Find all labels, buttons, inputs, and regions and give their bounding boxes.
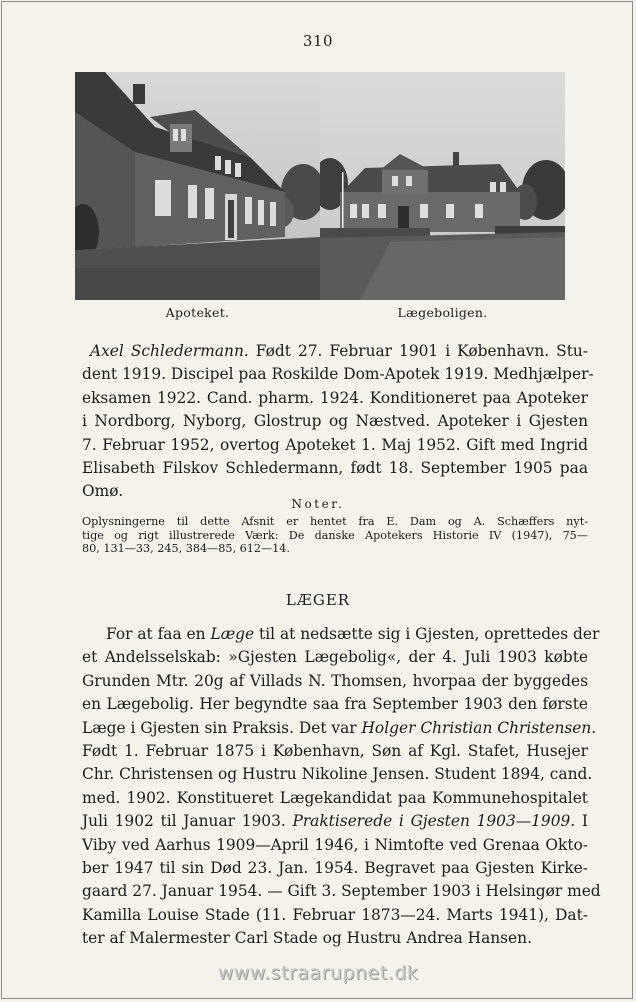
bio-line: 7. Februar 1952, overtog Apoteket 1. Maj 1952. Gift med Ingrid xyxy=(82,435,588,454)
main-line: ter af Malermester Carl Stade og Hustru Andrea Hansen. xyxy=(82,929,532,948)
biography-paragraph xyxy=(82,340,594,504)
main-line: et Andelsselskab: »Gjesten Lægebolig«, der 4. Juli 1903 købte xyxy=(82,648,588,667)
main-line: Kamilla Louise Stade (11. Februar 1873—24. Marts 1941), Dat- xyxy=(82,905,588,924)
main-line: Viby ved Aarhus 1909—April 1946, i Nimtofte ved Grenaa Okto- xyxy=(82,835,588,854)
photo-caption-doctors-residence: Lægeboligen. xyxy=(397,305,488,320)
doctors-residence-image xyxy=(320,72,565,300)
main-line: Chr. Christensen og Hustru Nikoline Jensen. Student 1894, cand. xyxy=(82,765,593,784)
main-line: Juli 1902 til Januar 1903. Praktiserede i Gjesten 1903—1909. I xyxy=(82,812,588,831)
main-line: ber 1947 til sin Død 23. Jan. 1954. Begravet paa Gjesten Kirke- xyxy=(82,859,588,878)
bio-line: dent 1919. Discipel paa Roskilde Dom-Apotek 1919. Medhjælper- xyxy=(82,365,594,384)
notes-text xyxy=(82,515,588,556)
photo-caption-pharmacy: Apoteket. xyxy=(165,305,230,320)
main-line: Læge i Gjesten sin Praksis. Det var Holger Christian Christensen. xyxy=(82,718,597,737)
main-line: en Lægebolig. Her begyndte saa fra September 1903 den første xyxy=(82,695,588,714)
bio-line: eksamen 1922. Cand. pharm. 1924. Konditioneret paa Apoteker xyxy=(82,388,588,407)
bio-line: Omø. xyxy=(82,482,124,501)
bio-line: i Nordborg, Nyborg, Glostrup og Næstved. Apoteker i Gjesten xyxy=(82,412,588,431)
main-line: Født 1. Februar 1875 i København, Søn af Kgl. Stafet, Husejer xyxy=(82,742,588,761)
photo-doctors-residence xyxy=(320,72,565,300)
photo-pharmacy xyxy=(75,72,320,300)
main-line: med. 1902. Konstitueret Lægekandidat paa Kommunehospitalet xyxy=(82,788,588,807)
watermark: www.straarupnet.dk xyxy=(217,962,419,984)
doctors-paragraph xyxy=(82,623,601,951)
page-number: 310 xyxy=(302,32,334,50)
notes-heading: Noter. xyxy=(291,497,345,511)
bio-line: Axel Schledermann. Født 27. Februar 1901 i København. Stu- xyxy=(90,342,588,360)
main-line: gaard 27. Januar 1954. — Gift 3. September 1903 i Helsingør med xyxy=(82,882,601,901)
notes-line: Oplysningerne til dette Afsnit er hentet fra E. Dam og A. Schæffers nyt- xyxy=(82,515,588,528)
notes-line: 80, 131—33, 245, 384—85, 612—14. xyxy=(82,542,290,556)
doctor-name: Holger Christian Christensen. xyxy=(361,718,597,737)
notes-line: tige og rigt illustrerede Værk: De danske Apotekers Historie IV (1947), 75— xyxy=(82,528,588,542)
pharmacy-image xyxy=(75,72,320,300)
bio-line: Elisabeth Filskov Schledermann, født 18. September 1905 paa xyxy=(82,459,588,478)
section-heading: LÆGER xyxy=(285,591,351,609)
person-name: Axel Schledermann. xyxy=(90,342,249,360)
main-line: For at faa en Læge til at nedsætte sig i Gjesten, oprettedes der xyxy=(106,625,600,643)
main-line: Grunden Mtr. 20g af Villads N. Thomsen, hvorpaa der byggedes xyxy=(82,671,588,690)
